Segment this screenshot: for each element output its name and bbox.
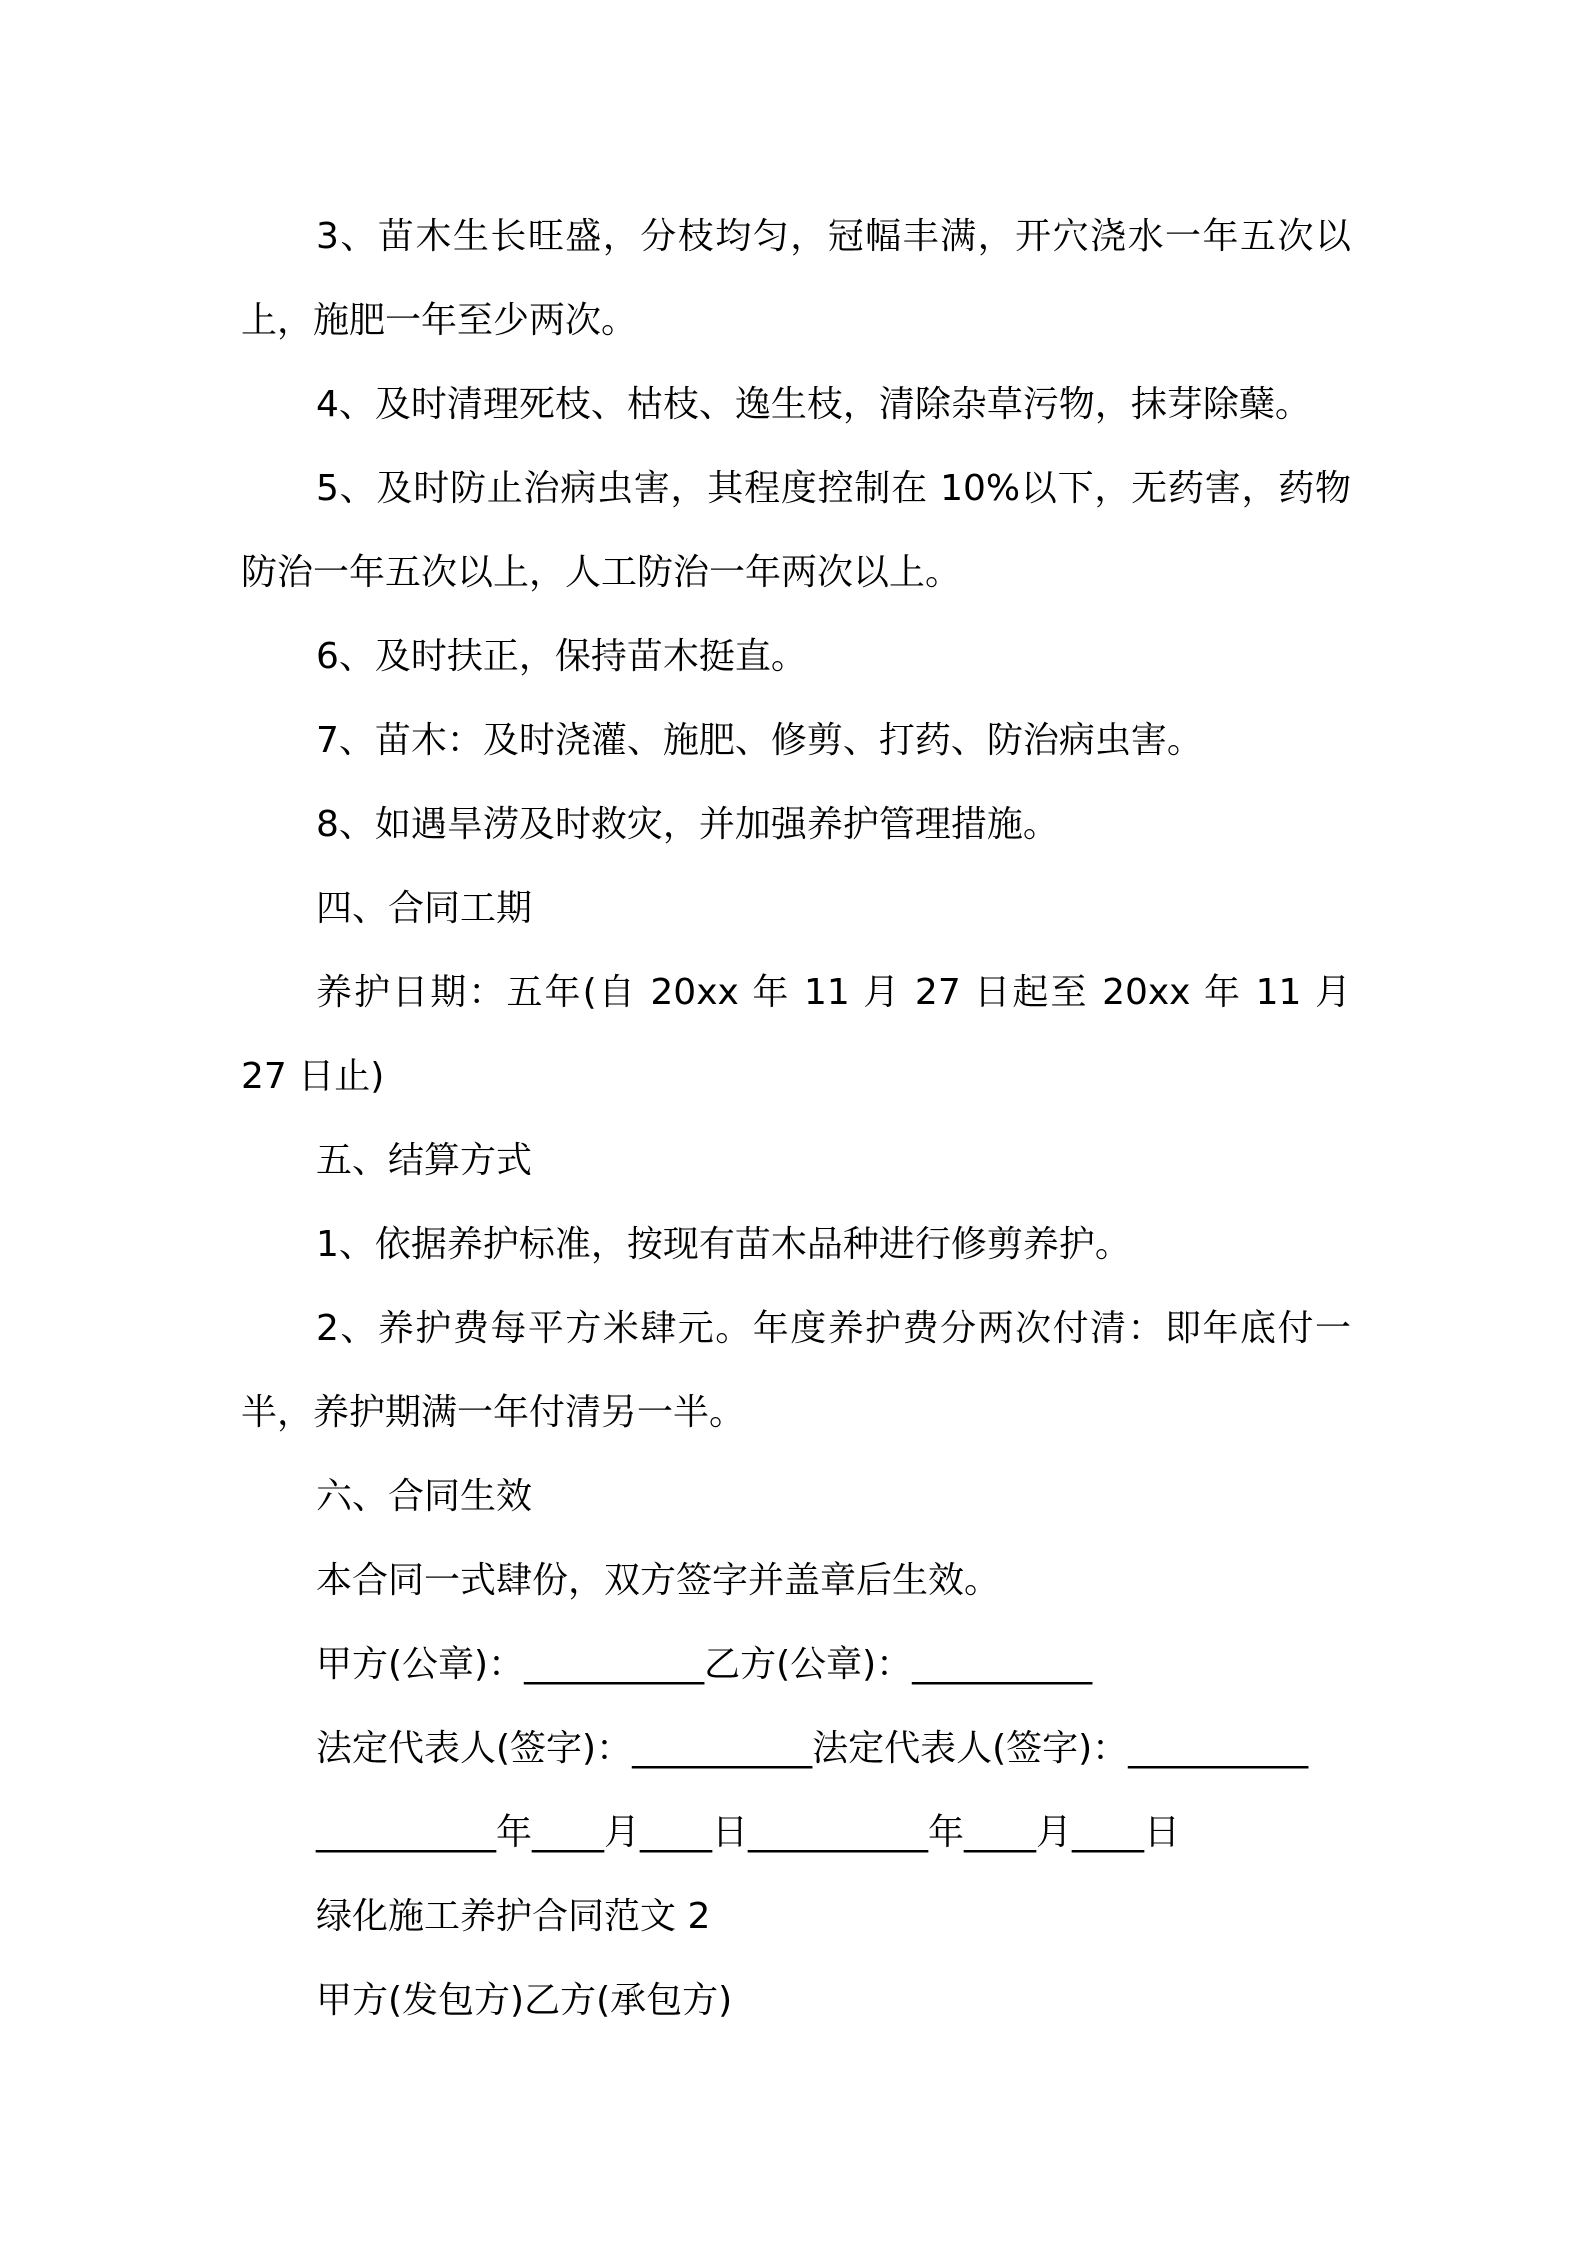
clause-6-paragraph: 6、及时扶正，保持苗木挺直。 — [316, 636, 807, 677]
section-heading-term: 四、合同工期 — [316, 888, 533, 929]
signature-line-seals: 甲方(公章)：__________乙方(公章)：__________ — [316, 1644, 1093, 1685]
section-heading-effect: 六、合同生效 — [316, 1476, 533, 1517]
clause-8-paragraph: 8、如遇旱涝及时救灾，并加强养护管理措施。 — [316, 804, 1059, 845]
effect-paragraph: 本合同一式肆份，双方签字并盖章后生效。 — [316, 1560, 1001, 1601]
document-body — [241, 195, 1351, 2043]
clause-5-paragraph: 5、及时防止治病虫害，其程度控制在 10%以下，无药害，药物防治一年五次以上，人工防治一年两次以上。 — [241, 468, 1351, 593]
next-contract-title: 绿化施工养护合同范文 2 — [316, 1896, 711, 1937]
clause-7-paragraph: 7、苗木：及时浇灌、施肥、修剪、打药、防治病虫害。 — [316, 720, 1203, 761]
clause-4-paragraph: 4、及时清理死枝、枯枝、逸生枝，清除杂草污物，抹芽除蘖。 — [316, 384, 1311, 425]
signature-line-dates: __________年____月____日__________年____月____日 — [316, 1812, 1180, 1853]
section-heading-settlement: 五、结算方式 — [316, 1140, 533, 1181]
settlement-clause-1: 1、依据养护标准，按现有苗木品种进行修剪养护。 — [316, 1224, 1131, 1265]
settlement-clause-2: 2、养护费每平方米肆元。年度养护费分两次付清：即年底付一半，养护期满一年付清另一半。 — [241, 1308, 1351, 1433]
parties-line: 甲方(发包方)乙方(承包方) — [316, 1980, 733, 2021]
signature-line-representatives: 法定代表人(签字)：__________法定代表人(签字)：__________ — [316, 1728, 1309, 1769]
clause-3-paragraph: 3、苗木生长旺盛，分枝均匀，冠幅丰满，开穴浇水一年五次以上，施肥一年至少两次。 — [241, 216, 1351, 341]
maintenance-period-paragraph: 养护日期：五年(自 20xx 年 11 月 27 日起至 20xx 年 11 月 27 日止) — [241, 972, 1351, 1097]
